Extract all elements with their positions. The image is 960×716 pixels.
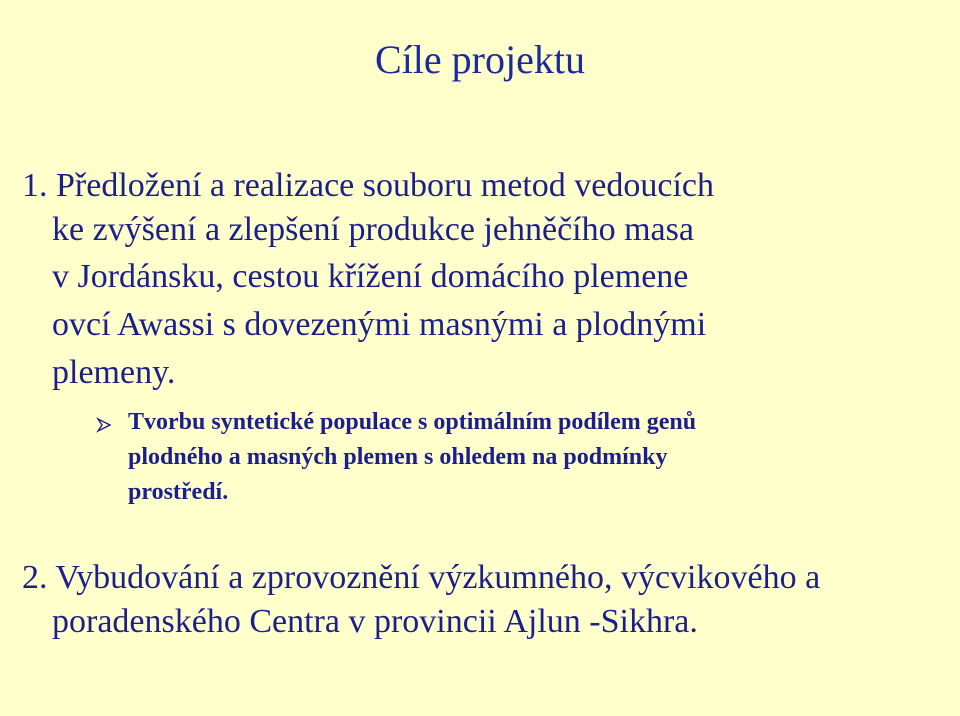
item-2-line: poradenského Centra v provincii Ajlun -Sikhra.: [52, 603, 698, 640]
item-1-line: ovcí Awassi s dovezenými masnými a plodnými: [52, 306, 707, 343]
subitem-line: prostředí.: [128, 479, 229, 505]
subitem-line: Tvorbu syntetické populace s optimálním podílem genů: [128, 409, 697, 435]
slide-title: Cíle projektu: [375, 37, 585, 82]
item-1-line: ke zvýšení a zlepšení produkce jehněčího masa: [52, 211, 694, 248]
item-1-line: v Jordánsku, cestou křížení domácího plemene: [52, 258, 689, 295]
item-2-line: 2. Vybudování a zprovoznění výzkumného, výcvikového a: [22, 559, 821, 596]
arrowhead-bullet-icon: [96, 417, 112, 433]
subitem-line: plodného a masných plemen s ohledem na podmínky: [128, 444, 668, 470]
item-1-line: 1. Předložení a realizace souboru metod vedoucích: [22, 167, 715, 204]
item-1-line: plemeny.: [52, 354, 176, 391]
